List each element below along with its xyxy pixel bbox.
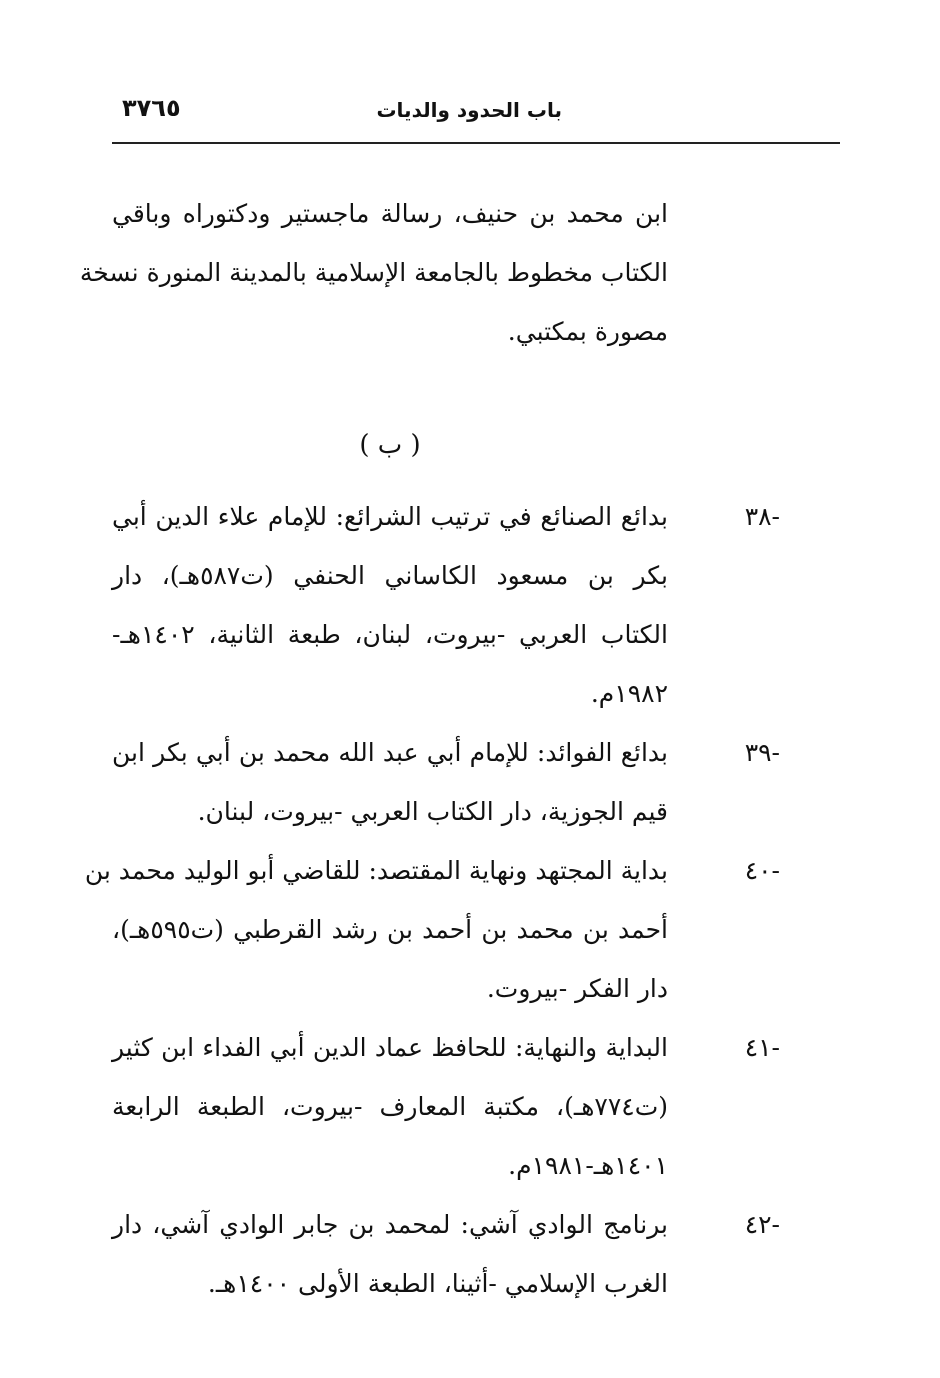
running-title: باب الحدود والديات [376, 98, 562, 122]
entry-line: برنامج الوادي آشي: لمحمد بن جابر الوادي آشي، دار [112, 1210, 668, 1239]
entry-text [112, 1195, 668, 1313]
intro-line: الكتاب مخطوط بالجامعة الإسلامية بالمدينة المنورة نسخة [79, 258, 668, 287]
entry-line: الغرب الإسلامي -أثينا، الطبعة الأولى ١٤٠٠هـ. [207, 1269, 668, 1298]
entry-line: ١٩٨٢م. [590, 679, 668, 708]
intro-line: ابن محمد بن حنيف، رسالة ماجستير ودكتوراه وباقي [112, 199, 668, 228]
bibliography-entry [84, 841, 780, 1018]
bibliography-entry [112, 1018, 780, 1195]
entry-text [84, 841, 668, 1018]
page-content [79, 184, 780, 1313]
entry-line: أحمد بن محمد بن أحمد بن رشد القرطبي (ت٥٩٥هـ)، [112, 915, 668, 944]
entry-text [112, 487, 668, 723]
entry-text [112, 723, 668, 841]
page-number: ٣٧٦٥ [122, 94, 181, 122]
entry-line: (ت٧٧٤هـ)، مكتبة المعارف -بيروت، الطبعة الرابعة [112, 1092, 668, 1121]
section-heading: ( ب ) [359, 430, 421, 460]
intro-paragraph [79, 184, 668, 361]
entry-number: -٤٢ [744, 1210, 780, 1239]
entry-line: بدائع الفوائد: للإمام أبي عبد الله محمد بن أبي بكر ابن [112, 738, 668, 767]
entry-line: بداية المجتهد ونهاية المقتصد: للقاضي أبو الوليد محمد بن [84, 856, 668, 885]
intro-line: مصورة بمكتبي. [507, 317, 668, 346]
entry-number: -٤١ [744, 1033, 780, 1062]
entry-line: ١٤٠١هـ-١٩٨١م. [508, 1151, 668, 1180]
entry-number: -٣٩ [744, 738, 780, 767]
entry-text [112, 1018, 668, 1195]
entry-number: -٣٨ [744, 502, 780, 531]
page-header [112, 88, 840, 144]
entry-line: قيم الجوزية، دار الكتاب العربي -بيروت، لبنان. [197, 797, 668, 826]
entry-line: بكر بن مسعود الكاساني الحنفي (ت٥٨٧هـ)، دار [112, 561, 668, 590]
entry-line: بدائع الصنائع في ترتيب الشرائع: للإمام علاء الدين أبي [112, 502, 668, 531]
bibliography-entry [112, 487, 780, 723]
entry-number: -٤٠ [744, 856, 780, 885]
entry-line: البداية والنهاية: للحافظ عماد الدين أبي الفداء ابن كثير [112, 1033, 668, 1062]
entry-line: الكتاب العربي -بيروت، لبنان، طبعة الثانية، ١٤٠٢هـ- [112, 620, 668, 649]
entry-line: دار الفكر -بيروت. [486, 974, 668, 1003]
bibliography-entry [112, 723, 780, 841]
bibliography-entry [112, 1195, 780, 1313]
